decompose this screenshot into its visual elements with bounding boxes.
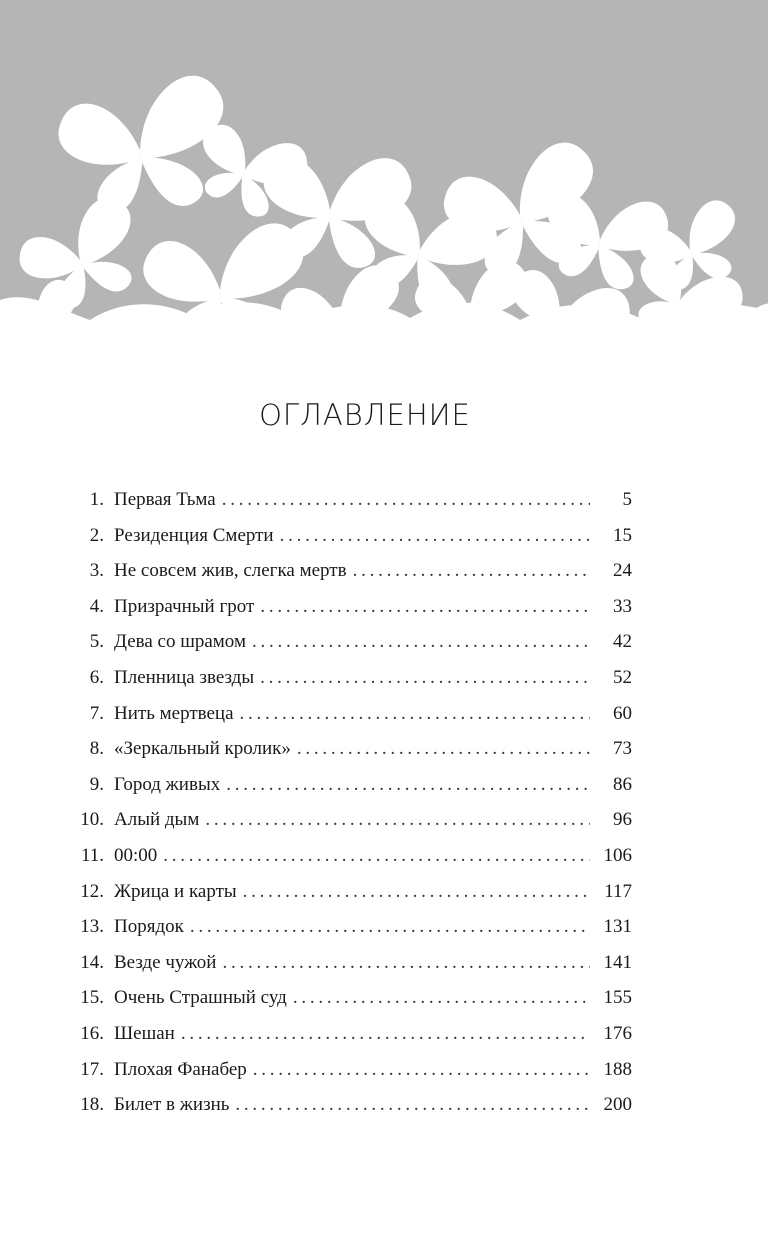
page-number: 15 (613, 524, 632, 546)
chapter-title: 00:00 (114, 844, 158, 866)
chapter-title: Пленница звезды (114, 666, 255, 688)
chapter-title: Призрачный грот (114, 595, 255, 617)
toc-entry[interactable] (72, 980, 632, 1016)
page-number: 155 (603, 987, 632, 1009)
chapter-title: Плохая Фанабер (114, 1058, 247, 1080)
butterflies-header-illustration (0, 0, 768, 380)
toc-entry[interactable] (72, 553, 632, 589)
chapter-number: 13. (80, 916, 104, 938)
toc-entry[interactable] (72, 696, 632, 732)
chapter-title: Порядок (114, 916, 184, 938)
dot-leader (181, 1016, 590, 1052)
chapter-title: Жрица и карты (114, 880, 237, 902)
dot-leader (260, 589, 590, 625)
toc-entry[interactable] (72, 1087, 632, 1123)
chapter-number: 17. (80, 1058, 104, 1080)
chapter-number: 7. (89, 702, 104, 724)
page-number: 176 (603, 1022, 632, 1044)
toc-entry[interactable] (72, 660, 632, 696)
dot-leader (235, 1087, 590, 1123)
toc-entry[interactable] (72, 945, 632, 981)
page-number: 96 (613, 809, 632, 831)
chapter-title: Шешан (114, 1022, 175, 1044)
chapter-number: 8. (89, 738, 104, 760)
toc-entry[interactable] (72, 874, 632, 910)
chapter-title: Везде чужой (114, 951, 217, 973)
chapter-title: Билет в жизнь (114, 1094, 230, 1116)
chapter-title: Не совсем жив, слегка мертв (114, 560, 347, 582)
chapter-title: Очень Страшный суд (114, 987, 287, 1009)
toc-entry[interactable] (72, 802, 632, 838)
dot-leader (280, 518, 590, 554)
page-number: 86 (613, 773, 632, 795)
chapter-number: 6. (89, 666, 104, 688)
page-number: 42 (613, 631, 632, 653)
chapter-title: «Зеркальный кролик» (114, 738, 291, 760)
dot-leader (253, 1052, 590, 1088)
chapter-title: Нить мертвеца (114, 702, 234, 724)
toc-entry[interactable] (72, 589, 632, 625)
chapter-number: 9. (89, 773, 104, 795)
dot-leader (243, 874, 590, 910)
dot-leader (293, 980, 590, 1016)
toc-entry[interactable] (72, 767, 632, 803)
toc-entry[interactable] (72, 731, 632, 767)
page-number: 33 (613, 595, 632, 617)
page-number: 73 (613, 738, 632, 760)
chapter-title: Город живых (114, 773, 221, 795)
chapter-number: 1. (89, 489, 104, 510)
page-number: 5 (622, 489, 632, 510)
chapter-title: Резиденция Смерти (114, 524, 274, 546)
toc-entry[interactable] (72, 838, 632, 874)
page-number: 200 (603, 1094, 632, 1116)
toc-entry[interactable] (72, 909, 632, 945)
chapter-number: 3. (89, 560, 104, 582)
page-number: 141 (603, 951, 632, 973)
page-number: 24 (613, 560, 632, 582)
toc-entry[interactable] (72, 1016, 632, 1052)
chapter-title: Первая Тьма (114, 489, 216, 510)
page-number: 106 (603, 844, 632, 866)
chapter-number: 5. (89, 631, 104, 653)
page-number: 117 (604, 880, 632, 902)
chapter-number: 2. (89, 524, 104, 546)
page-number: 60 (613, 702, 632, 724)
toc-entry[interactable] (72, 482, 632, 518)
dot-leader (226, 767, 590, 803)
chapter-number: 11. (80, 844, 104, 866)
chapter-number: 14. (80, 951, 104, 973)
chapter-number: 10. (80, 809, 104, 831)
chapter-number: 4. (89, 595, 104, 617)
dot-leader (252, 624, 590, 660)
toc-entry[interactable] (72, 518, 632, 554)
chapter-number: 18. (80, 1094, 104, 1116)
toc-entry[interactable] (72, 1052, 632, 1088)
chapter-number: 15. (80, 987, 104, 1009)
page-number: 52 (613, 666, 632, 688)
dot-leader (353, 553, 590, 589)
chapter-number: 16. (80, 1022, 104, 1044)
page-number: 188 (603, 1058, 632, 1080)
dot-leader (163, 838, 590, 874)
dot-leader (222, 482, 590, 518)
dot-leader (297, 731, 590, 767)
dot-leader (205, 802, 590, 838)
chapter-title: Алый дым (114, 809, 200, 831)
dot-leader (240, 696, 590, 732)
page-title: ОГЛАВЛЕНИЕ (259, 398, 471, 432)
chapter-title: Дева со шрамом (114, 631, 246, 653)
page-number: 131 (603, 916, 632, 938)
dot-leader (190, 909, 590, 945)
toc-entry[interactable] (72, 624, 632, 660)
dot-leader (260, 660, 590, 696)
chapter-number: 12. (80, 880, 104, 902)
dot-leader (222, 945, 590, 981)
table-of-contents (72, 482, 632, 1123)
